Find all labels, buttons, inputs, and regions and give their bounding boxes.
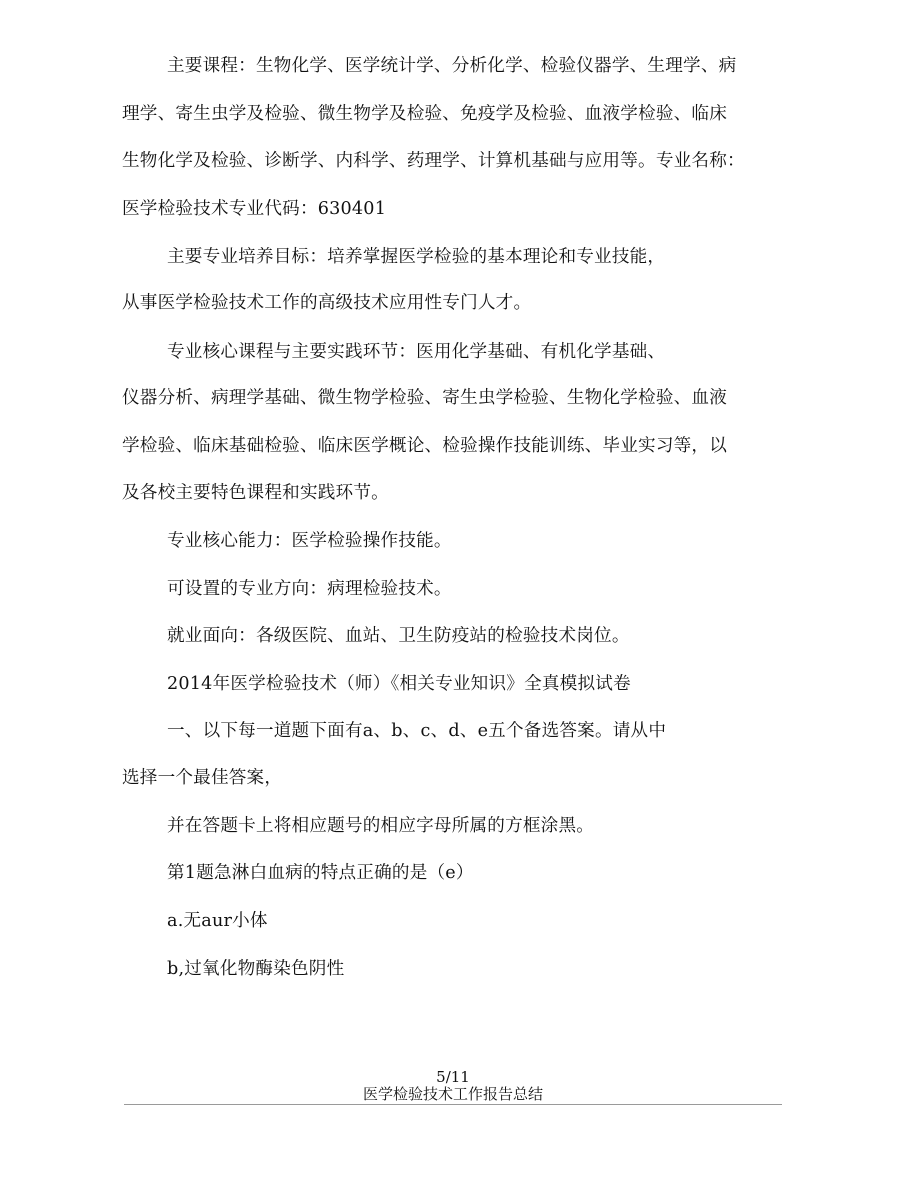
answer-option: a.无aur小体 — [167, 911, 268, 931]
text-line: 理学、寄生虫学及检验、微生物学及检验、免疫学及检验、血液学检验、临床 — [122, 104, 727, 124]
text-line: 主要专业培养目标：培养掌握医学检验的基本理论和专业技能， — [167, 247, 666, 267]
text-line: 仪器分析、病理学基础、微生物学检验、寄生虫学检验、生物化学检验、血液 — [122, 388, 727, 408]
answer-option: b,过氧化物酶染色阴性 — [167, 959, 345, 979]
text-line: 从事医学检验技术工作的高级技术应用性专门人才。 — [122, 293, 532, 313]
text-line: 一、以下每一道题下面有a、b、c、d、e五个备选答案。请从中 — [167, 721, 667, 741]
text-line: 就业面向：各级医院、血站、卫生防疫站的检验技术岗位。 — [167, 626, 630, 646]
text-line: 学检验、临床基础检验、临床医学概论、检验操作技能训练、毕业实习等，以 — [122, 436, 727, 456]
text-line: 并在答题卡上将相应题号的相应字母所属的方框涂黑。 — [167, 816, 595, 836]
text-line: 医学检验技术专业代码：630401 — [122, 199, 387, 219]
page-number: 5/11 — [436, 1068, 470, 1086]
text-line: 专业核心课程与主要实践环节：医用化学基础、有机化学基础、 — [167, 342, 666, 362]
text-line: 主要课程：生物化学、医学统计学、分析化学、检验仪器学、生理学、病 — [167, 56, 737, 76]
footer-title: 医学检验技术工作报告总结 — [362, 1085, 543, 1103]
question-title: 第1题急淋白血病的特点正确的是（e） — [167, 863, 474, 883]
text-line: 2014年医学检验技术（师）《相关专业知识》全真模拟试卷 — [167, 674, 631, 694]
text-line: 生物化学及检验、诊断学、内科学、药理学、计算机基础与应用等。专业名称： — [122, 151, 745, 171]
text-line: 专业核心能力：医学检验操作技能。 — [167, 531, 452, 551]
text-line: 可设置的专业方向：病理检验技术。 — [167, 579, 452, 599]
text-line: 及各校主要特色课程和实践环节。 — [122, 483, 389, 503]
footer-divider — [124, 1104, 782, 1105]
text-line: 选择一个最佳答案， — [122, 768, 283, 788]
